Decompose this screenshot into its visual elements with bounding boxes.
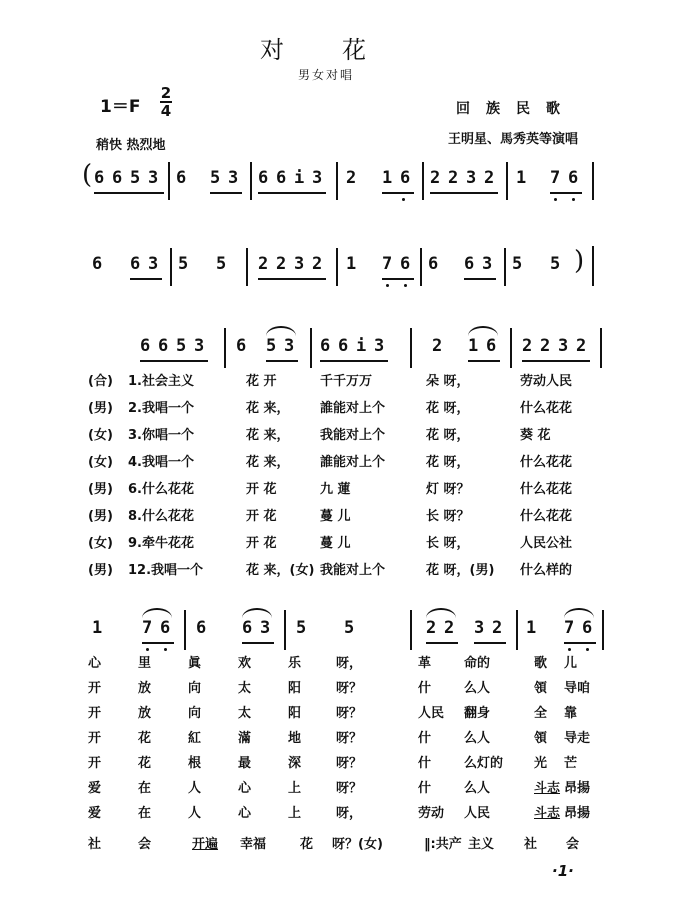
lyric-phrase: 花 来，(女) bbox=[246, 563, 315, 578]
staff-verse-2 bbox=[80, 610, 620, 654]
lyric-word: 呀？(女) bbox=[332, 837, 383, 852]
barline bbox=[516, 610, 518, 650]
barline bbox=[184, 610, 186, 650]
tempo-marking: 稍快 热烈地 bbox=[96, 138, 166, 153]
lyric-word: 什 bbox=[418, 731, 432, 746]
lyric-word: 紅 bbox=[188, 731, 202, 746]
lyric-word: 阳 bbox=[288, 706, 302, 721]
lyric-word: 乐 bbox=[288, 656, 302, 671]
slur bbox=[564, 608, 594, 618]
beam bbox=[430, 192, 498, 194]
note: 1 bbox=[382, 168, 393, 188]
singer-label: (女) bbox=[88, 455, 113, 470]
low-octave-dot bbox=[386, 284, 389, 287]
beam bbox=[140, 360, 208, 362]
note: 2 bbox=[276, 254, 287, 274]
note: 3 bbox=[260, 618, 271, 638]
lyric-word: 劳动 bbox=[418, 806, 445, 821]
lyric-word: 开 bbox=[88, 681, 102, 696]
lyric-word: 社 bbox=[524, 837, 538, 852]
beam bbox=[320, 360, 388, 362]
lyric-word: 人民 bbox=[464, 806, 491, 821]
singer-label: (男) bbox=[88, 401, 113, 416]
barline bbox=[592, 246, 594, 286]
note: 6 bbox=[130, 254, 141, 274]
note: 1 bbox=[516, 168, 527, 188]
lyric-word: 最 bbox=[238, 756, 252, 771]
low-octave-dot bbox=[402, 198, 405, 201]
lyric-word: 会 bbox=[138, 837, 152, 852]
lyric-word: 心 bbox=[238, 806, 252, 821]
lyric-word: 开遍 bbox=[192, 837, 219, 852]
lyric-phrase: 蔓 儿 bbox=[320, 509, 351, 524]
lyric-word: 社 bbox=[88, 837, 102, 852]
beam bbox=[130, 278, 162, 280]
lyric-word: 昂揚 bbox=[564, 781, 591, 796]
lyric-word: 翻身 bbox=[464, 706, 491, 721]
lyric-phrase: 什么花花 bbox=[520, 482, 573, 497]
note: 5 bbox=[210, 168, 221, 188]
lyric-row bbox=[88, 532, 608, 559]
note: 3 bbox=[312, 168, 323, 188]
lyric-phrase: 誰能对上个 bbox=[320, 401, 386, 416]
note: 3 bbox=[474, 618, 485, 638]
note: 3 bbox=[194, 336, 205, 356]
barline bbox=[600, 328, 602, 368]
close-paren: ) bbox=[574, 246, 585, 276]
note: 5 bbox=[178, 254, 189, 274]
barline bbox=[602, 610, 604, 650]
lyric-phrase: 朵 呀， bbox=[426, 374, 470, 389]
barline bbox=[506, 162, 508, 200]
note: 6 bbox=[568, 168, 579, 188]
note: 3 bbox=[374, 336, 385, 356]
barline bbox=[168, 162, 170, 200]
page-number: ·1· bbox=[552, 862, 574, 880]
singer-label: (男) bbox=[88, 482, 113, 497]
lyric-phrase: 什么花花 bbox=[520, 455, 573, 470]
song-origin: 回族民歌 bbox=[456, 101, 576, 117]
beam bbox=[468, 360, 500, 362]
lyric-word: 光 bbox=[534, 756, 548, 771]
lyric-word: 眞 bbox=[188, 656, 202, 671]
beam bbox=[382, 278, 414, 280]
lyric-word: 呀？ bbox=[336, 756, 363, 771]
lyric-word: 歌 bbox=[534, 656, 548, 671]
note: 6 bbox=[400, 254, 411, 274]
lyric-word: 什 bbox=[418, 781, 432, 796]
barline bbox=[310, 328, 312, 368]
lyric-word: 里 bbox=[138, 656, 152, 671]
barline bbox=[410, 328, 412, 368]
singer-label: (合) bbox=[88, 374, 113, 389]
slur bbox=[142, 608, 172, 618]
lyric-word: 呀？ bbox=[336, 706, 363, 721]
note: 7 bbox=[142, 618, 153, 638]
note: 5 bbox=[130, 168, 141, 188]
lyric-word: 滿 bbox=[238, 731, 252, 746]
barline bbox=[592, 162, 594, 200]
slur bbox=[242, 608, 272, 618]
time-top: 2 bbox=[160, 84, 172, 102]
lyric-phrase: 9.牵牛花花 bbox=[128, 536, 194, 551]
note: 5 bbox=[344, 618, 355, 638]
lyric-word: 領 bbox=[534, 731, 548, 746]
lyric-phrase: 花 呀， bbox=[426, 428, 470, 443]
lyric-word: 导走 bbox=[564, 731, 591, 746]
note: 3 bbox=[284, 336, 295, 356]
time-signature bbox=[160, 86, 172, 118]
note: 1 bbox=[526, 618, 537, 638]
lyric-word: 根 bbox=[188, 756, 202, 771]
lyric-word: 主义 bbox=[468, 837, 495, 852]
low-octave-dot bbox=[404, 284, 407, 287]
barline bbox=[336, 248, 338, 286]
slur bbox=[426, 608, 456, 618]
lyric-word: 呀？ bbox=[336, 731, 363, 746]
lyric-word: 昂揚 bbox=[564, 806, 591, 821]
beam bbox=[242, 642, 274, 644]
lyric-word: 命的 bbox=[464, 656, 491, 671]
lyric-word: 在 bbox=[138, 806, 152, 821]
lyric-row bbox=[88, 777, 608, 802]
note: 3 bbox=[148, 254, 159, 274]
barline bbox=[422, 162, 424, 200]
lyric-word: 人 bbox=[188, 806, 202, 821]
note: 6 bbox=[236, 336, 247, 356]
note: 6 bbox=[92, 254, 103, 274]
note: 3 bbox=[466, 168, 477, 188]
lyric-word: 向 bbox=[188, 681, 202, 696]
low-octave-dot bbox=[572, 198, 575, 201]
lyric-word: 儿 bbox=[564, 656, 578, 671]
lyric-word: 么灯的 bbox=[464, 756, 504, 771]
beam bbox=[382, 192, 414, 194]
lyric-phrase: 1.社会主义 bbox=[128, 374, 194, 389]
note: 7 bbox=[550, 168, 561, 188]
note: 2 bbox=[312, 254, 323, 274]
note: 3 bbox=[482, 254, 493, 274]
lyric-row bbox=[88, 370, 608, 397]
lyric-phrase: 劳动人民 bbox=[520, 374, 573, 389]
beam bbox=[564, 642, 596, 644]
note: 6 bbox=[94, 168, 105, 188]
lyric-word: 深 bbox=[288, 756, 302, 771]
beam bbox=[94, 192, 164, 194]
note: 3 bbox=[148, 168, 159, 188]
lyric-row bbox=[88, 505, 608, 532]
lyric-word: 革 bbox=[418, 656, 432, 671]
lyric-word: 向 bbox=[188, 706, 202, 721]
lyric-word: 花 bbox=[138, 756, 152, 771]
open-paren: ( bbox=[82, 160, 93, 190]
note: 6 bbox=[464, 254, 475, 274]
beam bbox=[550, 192, 582, 194]
note: 5 bbox=[266, 336, 277, 356]
note: 6 bbox=[276, 168, 287, 188]
lyric-phrase: 花 呀， bbox=[426, 401, 470, 416]
note: 2 bbox=[426, 618, 437, 638]
note: 6 bbox=[160, 618, 171, 638]
barline bbox=[504, 248, 506, 286]
beam bbox=[522, 360, 590, 362]
note: 5 bbox=[550, 254, 561, 274]
barline bbox=[336, 162, 338, 200]
note: 6 bbox=[486, 336, 497, 356]
lyric-word: 么人 bbox=[464, 731, 491, 746]
lyric-word: 芒 bbox=[564, 756, 578, 771]
note: 2 bbox=[484, 168, 495, 188]
note: 6 bbox=[428, 254, 439, 274]
note: 5 bbox=[176, 336, 187, 356]
lyric-word: 什 bbox=[418, 756, 432, 771]
lyric-word: 太 bbox=[238, 681, 252, 696]
lyric-phrase: 什么花花 bbox=[520, 401, 573, 416]
note: 6 bbox=[158, 336, 169, 356]
lyric-row bbox=[88, 478, 608, 505]
lyric-phrase: 12.我唱一个 bbox=[128, 563, 204, 578]
note: 3 bbox=[558, 336, 569, 356]
slur bbox=[266, 326, 296, 336]
lyric-phrase: 誰能对上个 bbox=[320, 455, 386, 470]
low-octave-dot bbox=[554, 198, 557, 201]
note: 6 bbox=[242, 618, 253, 638]
lyric-word: 幸福 bbox=[240, 837, 267, 852]
lyric-phrase: 花 来， bbox=[246, 455, 290, 470]
page-title: 对花 bbox=[260, 36, 424, 64]
staff-verse-1 bbox=[80, 328, 620, 372]
lyric-word: 开 bbox=[88, 706, 102, 721]
lyric-row bbox=[88, 727, 608, 752]
lyric-word: 上 bbox=[288, 806, 302, 821]
lyric-phrase: 九 蓮 bbox=[320, 482, 351, 497]
lyric-phrase: 开 花 bbox=[246, 482, 277, 497]
note: 2 bbox=[346, 168, 357, 188]
note: 2 bbox=[448, 168, 459, 188]
note: 3 bbox=[294, 254, 305, 274]
beam bbox=[474, 642, 506, 644]
barline bbox=[224, 328, 226, 368]
lyric-word: 靠 bbox=[564, 706, 578, 721]
barline bbox=[250, 162, 252, 200]
lyrics-block-b bbox=[88, 652, 608, 827]
lyric-phrase: 葵 花 bbox=[520, 428, 551, 443]
note: 2 bbox=[432, 336, 443, 356]
lyric-word: 心 bbox=[88, 656, 102, 671]
lyric-word: 花 bbox=[138, 731, 152, 746]
low-octave-dot bbox=[164, 648, 167, 651]
lyric-phrase: 人民公社 bbox=[520, 536, 573, 551]
lyric-phrase: 花 呀， bbox=[426, 455, 470, 470]
barline bbox=[510, 328, 512, 368]
lyric-word: 斗志 bbox=[534, 806, 561, 821]
lyric-phrase: 花 呀，(男) bbox=[426, 563, 495, 578]
note: 6 bbox=[320, 336, 331, 356]
lyric-word: 么人 bbox=[464, 781, 491, 796]
note: 6 bbox=[582, 618, 593, 638]
lyric-phrase: 千千万万 bbox=[320, 374, 373, 389]
lyric-phrase: 8.什么花花 bbox=[128, 509, 194, 524]
note: 1 bbox=[346, 254, 357, 274]
lyric-word: 全 bbox=[534, 706, 548, 721]
low-octave-dot bbox=[568, 648, 571, 651]
lyric-phrase: 灯 呀？ bbox=[426, 482, 470, 497]
lyric-phrase: 6.什么花花 bbox=[128, 482, 194, 497]
lyric-row bbox=[88, 802, 608, 827]
beam bbox=[464, 278, 496, 280]
lyric-word: 地 bbox=[288, 731, 302, 746]
subtitle: 男女对唱 bbox=[298, 68, 355, 82]
note: 2 bbox=[430, 168, 441, 188]
lyric-phrase: 开 花 bbox=[246, 509, 277, 524]
note: 7 bbox=[564, 618, 575, 638]
note: 2 bbox=[492, 618, 503, 638]
note: 2 bbox=[522, 336, 533, 356]
lyric-word: 导咱 bbox=[564, 681, 591, 696]
lyric-phrase: 长 呀？ bbox=[426, 509, 470, 524]
lyric-word: 放 bbox=[138, 706, 152, 721]
lyric-word: 人民 bbox=[418, 706, 445, 721]
lyric-row bbox=[88, 652, 608, 677]
lyric-row bbox=[88, 677, 608, 702]
lyric-row bbox=[88, 702, 608, 727]
note: 7 bbox=[382, 254, 393, 274]
lyric-word: 么人 bbox=[464, 681, 491, 696]
beam bbox=[142, 642, 174, 644]
lyrics-block-a bbox=[88, 370, 608, 586]
beam bbox=[210, 192, 242, 194]
lyric-word: 爱 bbox=[88, 781, 102, 796]
note: 2 bbox=[444, 618, 455, 638]
final-lyric-line bbox=[88, 833, 608, 857]
lyric-word: 心 bbox=[238, 781, 252, 796]
note: 6 bbox=[338, 336, 349, 356]
lyric-word: 花 bbox=[300, 837, 314, 852]
lyric-phrase: 什么花花 bbox=[520, 509, 573, 524]
lyric-phrase: 花 来， bbox=[246, 428, 290, 443]
barline bbox=[246, 248, 248, 286]
lyric-phrase: 开 花 bbox=[246, 536, 277, 551]
note: 6 bbox=[112, 168, 123, 188]
low-octave-dot bbox=[146, 648, 149, 651]
note: 6 bbox=[258, 168, 269, 188]
low-octave-dot bbox=[586, 648, 589, 651]
lyric-word: 欢 bbox=[238, 656, 252, 671]
note: 1 bbox=[92, 618, 103, 638]
note: 3 bbox=[228, 168, 239, 188]
barline bbox=[410, 610, 412, 650]
lyric-phrase: 长 呀， bbox=[426, 536, 470, 551]
lyric-row bbox=[88, 451, 608, 478]
note: 2 bbox=[540, 336, 551, 356]
note: 6 bbox=[176, 168, 187, 188]
singer-label: (男) bbox=[88, 563, 113, 578]
note: 6 bbox=[400, 168, 411, 188]
lyric-word: 爱 bbox=[88, 806, 102, 821]
singer-label: (女) bbox=[88, 536, 113, 551]
lyric-word: 开 bbox=[88, 731, 102, 746]
note: 5 bbox=[216, 254, 227, 274]
beam bbox=[266, 360, 298, 362]
lyric-row bbox=[88, 424, 608, 451]
note: 5 bbox=[512, 254, 523, 274]
note: i bbox=[294, 168, 305, 188]
lyric-word: 呀？ bbox=[336, 781, 363, 796]
beam bbox=[258, 278, 326, 280]
lyric-word: 呀， bbox=[336, 656, 363, 671]
lyric-word: 斗志 bbox=[534, 781, 561, 796]
lyric-phrase: 蔓 儿 bbox=[320, 536, 351, 551]
lyric-word: 領 bbox=[534, 681, 548, 696]
barline bbox=[420, 248, 422, 286]
singer-label: (女) bbox=[88, 428, 113, 443]
staff-intro-1 bbox=[80, 160, 620, 204]
singer-label: (男) bbox=[88, 509, 113, 524]
lyric-word: 太 bbox=[238, 706, 252, 721]
note: 2 bbox=[576, 336, 587, 356]
lyric-phrase: 我能对上个 bbox=[320, 428, 386, 443]
lyric-word: 上 bbox=[288, 781, 302, 796]
note: 2 bbox=[258, 254, 269, 274]
lyric-row bbox=[88, 559, 608, 586]
note: 6 bbox=[140, 336, 151, 356]
lyric-word: 什 bbox=[418, 681, 432, 696]
lyric-word: ‖:共产 bbox=[424, 837, 462, 852]
lyric-word: 呀？ bbox=[336, 681, 363, 696]
lyric-phrase: 2.我唱一个 bbox=[128, 401, 194, 416]
lyric-row bbox=[88, 397, 608, 424]
note: 1 bbox=[468, 336, 479, 356]
lyric-word: 放 bbox=[138, 681, 152, 696]
slur bbox=[468, 326, 498, 336]
lyric-phrase: 花 开 bbox=[246, 374, 277, 389]
note: i bbox=[356, 336, 367, 356]
performer: 王明星、馬秀英等演唱 bbox=[448, 132, 579, 147]
lyric-phrase: 3.你唱一个 bbox=[128, 428, 194, 443]
note: 6 bbox=[196, 618, 207, 638]
key-signature: 1＝F bbox=[100, 97, 141, 117]
lyric-word: 会 bbox=[566, 837, 580, 852]
time-bottom: 4 bbox=[160, 102, 172, 120]
lyric-row bbox=[88, 752, 608, 777]
beam bbox=[258, 192, 326, 194]
staff-intro-2 bbox=[80, 246, 620, 290]
lyric-phrase: 花 来， bbox=[246, 401, 290, 416]
lyric-word: 阳 bbox=[288, 681, 302, 696]
lyric-phrase: 什么样的 bbox=[520, 563, 573, 578]
lyric-word: 人 bbox=[188, 781, 202, 796]
barline bbox=[284, 610, 286, 650]
note: 5 bbox=[296, 618, 307, 638]
barline bbox=[170, 248, 172, 286]
lyric-word: 在 bbox=[138, 781, 152, 796]
lyric-word: 呀， bbox=[336, 806, 363, 821]
lyric-word: 开 bbox=[88, 756, 102, 771]
lyric-phrase: 我能对上个 bbox=[320, 563, 386, 578]
beam bbox=[426, 642, 458, 644]
lyric-phrase: 4.我唱一个 bbox=[128, 455, 194, 470]
